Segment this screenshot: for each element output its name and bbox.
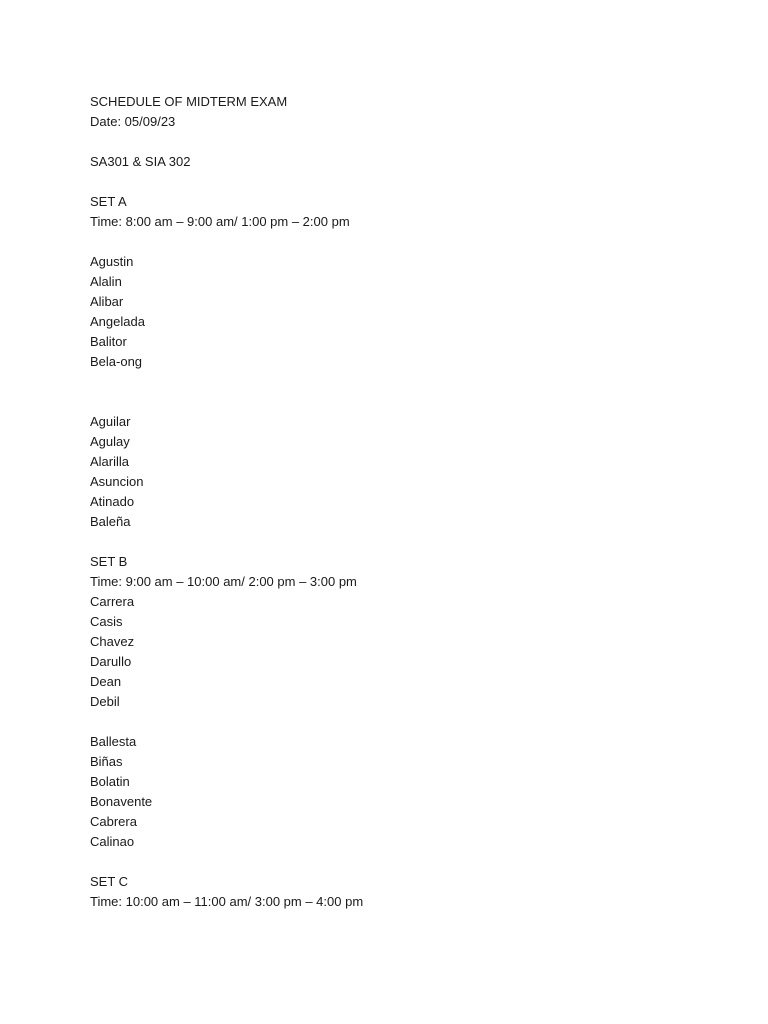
set-label: SET B xyxy=(90,554,128,569)
spacer xyxy=(90,852,710,872)
student-name: Angelada xyxy=(90,314,145,329)
set-label: SET A xyxy=(90,194,127,209)
student-name: Aguilar xyxy=(90,414,131,429)
spacer xyxy=(90,132,710,152)
student-name: Agulay xyxy=(90,434,130,449)
spacer xyxy=(90,712,710,732)
student-name: Bolatin xyxy=(90,774,130,789)
set-time: Time: 9:00 am – 10:00 am/ 2:00 pm – 3:00 pm xyxy=(90,574,357,589)
student-name: Carrera xyxy=(90,594,135,609)
set-time: Time: 8:00 am – 9:00 am/ 1:00 pm – 2:00 pm xyxy=(90,214,350,229)
student-name: Calinao xyxy=(90,834,135,849)
student-name: Alalin xyxy=(90,274,122,289)
student-name: Ballesta xyxy=(90,734,137,749)
set-time: Time: 10:00 am – 11:00 am/ 3:00 pm – 4:00 pm xyxy=(90,894,364,909)
student-name: Biñas xyxy=(90,754,123,769)
student-name: Asuncion xyxy=(90,474,144,489)
document-date: Date: 05/09/23 xyxy=(90,114,176,129)
document-title: SCHEDULE OF MIDTERM EXAM xyxy=(90,94,288,109)
spacer xyxy=(90,372,710,412)
spacer xyxy=(90,232,710,252)
student-name: Cabrera xyxy=(90,814,137,829)
student-name: Baleña xyxy=(90,514,131,529)
student-name: Balitor xyxy=(90,334,127,349)
student-name: Bela-ong xyxy=(90,354,143,369)
set-label: SET C xyxy=(90,874,129,889)
student-name: Darullo xyxy=(90,654,132,669)
document-page xyxy=(90,92,710,912)
student-name: Bonavente xyxy=(90,794,153,809)
spacer xyxy=(90,532,710,552)
spacer xyxy=(90,172,710,192)
student-name: Dean xyxy=(90,674,122,689)
student-name: Alarilla xyxy=(90,454,130,469)
student-name: Alibar xyxy=(90,294,124,309)
student-name: Chavez xyxy=(90,634,135,649)
student-name: Agustin xyxy=(90,254,134,269)
student-name: Atinado xyxy=(90,494,135,509)
student-name: Casis xyxy=(90,614,123,629)
student-name: Debil xyxy=(90,694,120,709)
course-code: SA301 & SIA 302 xyxy=(90,154,191,169)
